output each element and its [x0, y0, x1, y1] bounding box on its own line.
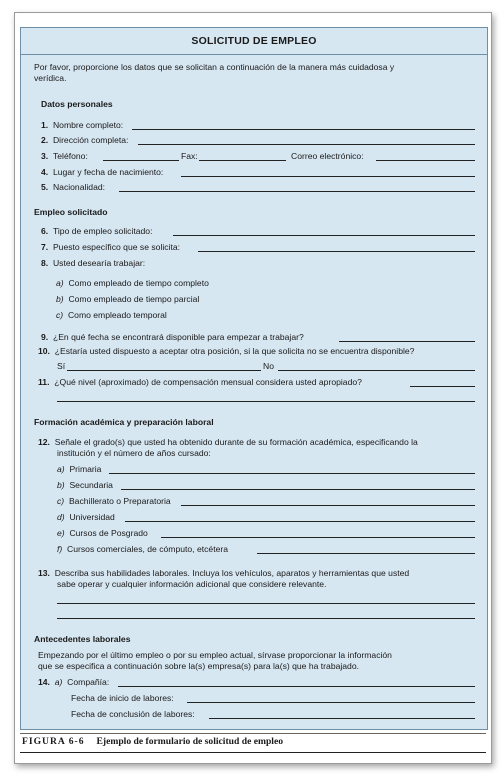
intro-text: Por favor, proporcione los datos que se solicitan a continuación de la manera más cuidadosa y — [34, 62, 395, 72]
no-label: No — [263, 361, 274, 371]
option-item: b) Secundaria — [57, 480, 113, 490]
company-field[interactable] — [118, 686, 475, 687]
intro-text: verídica. — [34, 73, 67, 83]
form-item-label: 9. ¿En qué fecha se encontrará disponible para empezar a trabajar? — [41, 332, 304, 342]
form-item-label: sabe operar y cualquier información adicional que considere relevante. — [57, 579, 327, 589]
option-item: f) Cursos comerciales, de cómputo, etcétera — [57, 544, 228, 554]
start-date-field[interactable] — [187, 702, 475, 703]
form-title: SOLICITUD DE EMPLEO — [21, 28, 487, 55]
skills-field[interactable] — [57, 603, 475, 604]
form-item-label: institución y el número de años cursado: — [57, 448, 211, 458]
no-field[interactable] — [278, 370, 475, 371]
form-item-label: Fecha de inicio de labores: — [71, 693, 174, 703]
option-item: e) Cursos de Posgrado — [57, 528, 148, 538]
caption-divider — [20, 733, 486, 734]
form-item-label: 13. Describa sus habilidades laborales. Incluya los vehículos, aparatos y herramientas que usted — [38, 568, 410, 578]
form-item-label: 14. a) Compañía: — [38, 677, 110, 687]
full-name-field[interactable] — [132, 129, 475, 130]
form-item-label: 1. Nombre completo: — [41, 120, 124, 130]
form-item-label: 7. Puesto específico que se solicita: — [41, 242, 181, 252]
form-item-label: 6. Tipo de empleo solicitado: — [41, 226, 153, 236]
university-field[interactable] — [125, 521, 475, 522]
history-text: que se especifica a continuación sobre la(s) empresa(s) para la(s) que ha trabajado. — [38, 661, 360, 671]
form-item-label: 2. Dirección completa: — [41, 135, 129, 145]
address-field[interactable] — [138, 144, 475, 145]
form-item-label: 10. ¿Estaría usted dispuesto a aceptar otra posición, si la que solicita no se encuentra disponible? — [38, 346, 415, 356]
figure-number: FIGURA 6-6 — [22, 736, 85, 747]
section-heading: Antecedentes laborales — [34, 634, 131, 644]
caption-rule — [20, 752, 486, 753]
courses-field[interactable] — [257, 553, 475, 554]
employment-type-field[interactable] — [173, 235, 475, 236]
history-text: Empezando por el último empleo o por su empleo actual, sírvase proporcionar la información — [38, 650, 392, 660]
high-school-field[interactable] — [181, 505, 475, 506]
compensation-field[interactable] — [410, 386, 475, 387]
compensation-field[interactable] — [57, 401, 475, 402]
option-item[interactable]: c) Como empleado temporal — [56, 310, 167, 320]
form-item-label: 12. Señale el grado(s) que usted ha obtenido durante de su formación académica, especificando la — [38, 437, 418, 447]
option-item: c) Bachillerato o Preparatoria — [57, 496, 171, 506]
option-item[interactable]: b) Como empleado de tiempo parcial — [56, 294, 200, 304]
option-item: d) Universidad — [57, 512, 115, 522]
position-field[interactable] — [198, 251, 475, 252]
skills-field[interactable] — [57, 618, 475, 619]
end-date-field[interactable] — [209, 718, 475, 719]
secondary-field[interactable] — [121, 489, 475, 490]
form-item-label: 11. ¿Qué nivel (aproximado) de compensación mensual considera usted apropiado? — [38, 377, 362, 387]
figure-title: Ejemplo de formulario de solicitud de empleo — [96, 736, 284, 747]
availability-field[interactable] — [339, 341, 475, 342]
phone-field[interactable] — [103, 160, 179, 161]
application-form — [20, 27, 488, 730]
form-item-label: 8. Usted desearía trabajar: — [41, 258, 146, 268]
yes-label: Sí — [57, 361, 66, 371]
yes-field[interactable] — [67, 370, 261, 371]
form-item-label: 4. Lugar y fecha de nacimiento: — [41, 167, 164, 177]
email-label: Correo electrónico: — [291, 151, 364, 161]
form-item-label: Fecha de conclusión de labores: — [71, 709, 195, 719]
email-field[interactable] — [376, 160, 475, 161]
section-heading: Empleo solicitado — [34, 207, 108, 217]
fax-label: Fax: — [181, 151, 198, 161]
figure-caption — [22, 736, 283, 747]
fax-field[interactable] — [199, 160, 286, 161]
form-item-label: 3. Teléfono: — [41, 151, 88, 161]
birth-field[interactable] — [181, 176, 475, 177]
primary-field[interactable] — [109, 473, 475, 474]
option-item: a) Primaria — [57, 464, 102, 474]
section-heading: Datos personales — [41, 99, 113, 109]
section-heading: Formación académica y preparación laboral — [34, 417, 214, 427]
nationality-field[interactable] — [119, 191, 475, 192]
postgrad-field[interactable] — [161, 537, 475, 538]
form-item-label: 5. Nacionalidad: — [41, 182, 106, 192]
option-item[interactable]: a) Como empleado de tiempo completo — [56, 278, 209, 288]
